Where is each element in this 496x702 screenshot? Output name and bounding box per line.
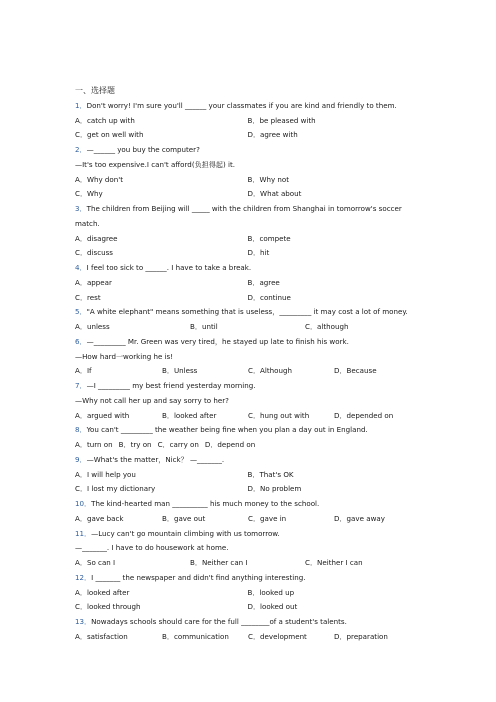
question-stem [75,202,420,232]
stem-text: —What's the matter，Nick？ —_______. [86,454,225,464]
stem-text: —How hard一working he is! [75,351,174,361]
question-stem [75,305,420,320]
question-3 [75,202,420,261]
stem-text: "A white elephant" means something that is useless，_________ it may cost a lot of money. [86,307,408,317]
answer-option[interactable]: C．discuss [75,248,114,258]
answer-option[interactable]: C．rest [75,292,101,302]
questions-container [75,99,420,645]
question-number: 13． [75,617,92,626]
answer-option[interactable]: B．communication [162,631,229,641]
stem-text: —I _________ my best friend yesterday morning. [86,381,256,390]
question-stem [75,453,420,468]
question-11 [75,527,420,571]
question-9 [75,453,420,497]
answer-option[interactable]: C．development [248,631,307,641]
stem-text: —Why not call her up and say sorry to her? [75,395,229,405]
answer-option[interactable]: A．Why don't [75,174,123,184]
question-number: 1． [75,100,87,110]
answer-option[interactable]: B．Neither can I [190,558,248,567]
dialogue-line [75,158,420,173]
stem-text: You can't _________ the weather being fine when you plan a day out in England. [86,425,368,435]
stem-text: The children from Beijing will _____ with the children from Shanghai in tomorrow's soccer match. [75,204,402,228]
answer-option[interactable]: D．What about [247,189,302,199]
question-list [75,84,420,645]
question-stem [75,99,420,114]
question-13 [75,615,420,645]
answer-option[interactable]: A．disagree [75,233,118,243]
answer-option[interactable]: B．gave out [162,513,206,523]
answer-option[interactable]: C．get on well with [75,130,144,140]
question-number: 2． [75,145,87,154]
question-stem [75,261,420,276]
answer-option[interactable]: D．depend on [204,440,256,449]
answer-option[interactable]: D．Because [334,366,377,376]
options-row [75,187,420,202]
options-row [75,409,420,424]
question-7 [75,379,420,423]
options-row [75,438,420,453]
question-number: 5． [75,307,87,317]
question-stem [75,527,420,542]
answer-option[interactable]: A．I will help you [75,469,136,479]
options-row [75,232,420,247]
options-row [75,246,420,261]
answer-option[interactable]: B．agree [247,277,280,287]
answer-option[interactable]: B．Unless [162,366,198,376]
answer-option[interactable]: A．If [75,366,92,376]
question-10 [75,497,420,527]
options-row [75,173,420,188]
answer-option[interactable]: B．until [190,322,218,331]
question-5 [75,305,420,335]
question-number: 3． [75,204,87,213]
stem-text: —Lucy can't go mountain climbing with us tomorrow. [91,528,280,538]
answer-option[interactable]: D．continue [247,292,291,302]
question-8 [75,423,420,453]
dialogue-line [75,350,420,365]
answer-option[interactable]: B．That's OK [247,469,294,479]
options-row [75,468,420,483]
options-row [75,556,420,571]
question-2 [75,143,420,202]
answer-option[interactable]: D．agree with [247,130,298,140]
stem-text: —_______. I have to do housework at home. [75,543,229,553]
question-6 [75,335,420,379]
answer-option[interactable]: B．be pleased with [247,115,316,125]
answer-option[interactable]: B．Why not [247,174,290,184]
options-row [75,482,420,497]
answer-option[interactable]: A．appear [75,277,112,287]
stem-text: Don't worry! I'm sure you'll ______ your classmates if you are kind and friendly to them. [86,100,397,110]
options-row [75,128,420,143]
stem-text: I _______ the newspaper and didn't find anything interesting. [91,572,306,582]
question-number: 6． [75,336,87,346]
answer-option[interactable]: C．carry on [157,440,199,449]
answer-option[interactable]: D．looked out [247,602,298,612]
question-number: 10． [75,499,92,508]
question-number: 7． [75,381,87,390]
stem-text: —_________ Mr. Green was very tired，he stayed up late to finish his work. [86,336,349,346]
question-stem [75,615,420,630]
answer-option[interactable]: A．catch up with [75,115,135,125]
stem-text: The kind-hearted man __________ his much money to the school. [91,499,320,508]
answer-option[interactable]: A．argued with [75,410,130,420]
options-row [75,276,420,291]
answer-option[interactable]: A．looked after [75,587,130,597]
stem-text: —______ you buy the computer? [86,145,200,154]
question-12 [75,571,420,615]
answer-option[interactable]: B．compete [247,233,291,243]
options-row [75,512,420,527]
answer-option[interactable]: B．looked up [247,587,295,597]
answer-option[interactable]: A．satisfaction [75,631,128,641]
answer-option[interactable]: A．So can I [75,558,116,567]
answer-option[interactable]: A．gave back [75,513,124,523]
question-stem [75,143,420,158]
stem-text: Nowadays schools should care for the full ________of a student's talents. [91,617,347,626]
question-number: 4． [75,263,87,272]
options-row [75,630,420,645]
answer-option[interactable]: D．gave away [334,513,385,523]
answer-option[interactable]: C．although [305,322,349,331]
answer-option[interactable]: A．turn on [75,440,113,449]
section-title: 一、选择题 [75,86,115,95]
stem-text: —It's too expensive.I can't afford(负担得起) it. [75,159,235,169]
answer-option[interactable]: D．No problem [247,484,302,494]
answer-option[interactable]: D．depended on [334,410,394,420]
answer-option[interactable]: C．looked through [75,602,141,612]
question-stem [75,335,420,350]
question-stem [75,571,420,586]
question-number: 12． [75,572,92,582]
answer-option[interactable]: D．preparation [334,631,388,641]
options-row [75,291,420,306]
stem-text: I feel too sick to ______. I have to take a break. [86,263,252,272]
dialogue-line [75,394,420,409]
question-stem [75,423,420,438]
answer-option[interactable]: C．Although [248,366,292,376]
question-4 [75,261,420,305]
question-stem [75,497,420,512]
answer-option[interactable]: C．Neither I can [305,558,363,567]
options-row [75,600,420,615]
dialogue-line [75,541,420,556]
answer-option[interactable]: B．try on [118,440,152,449]
options-row [75,320,420,335]
question-1 [75,99,420,143]
question-number: 9． [75,454,87,464]
answer-option[interactable]: C．I lost my dictionary [75,484,156,494]
answer-option[interactable]: B．looked after [162,410,217,420]
question-number: 8． [75,425,87,435]
answer-option[interactable]: D．hit [247,248,270,258]
answer-option[interactable]: C．hung out with [248,410,310,420]
options-row [75,364,420,379]
answer-option[interactable]: C．gave in [248,513,287,523]
options-row [75,114,420,129]
question-number: 11． [75,528,92,538]
options-row [75,586,420,601]
question-stem [75,379,420,394]
answer-option[interactable]: C．Why [75,189,103,199]
answer-option[interactable]: A．unless [75,322,110,331]
